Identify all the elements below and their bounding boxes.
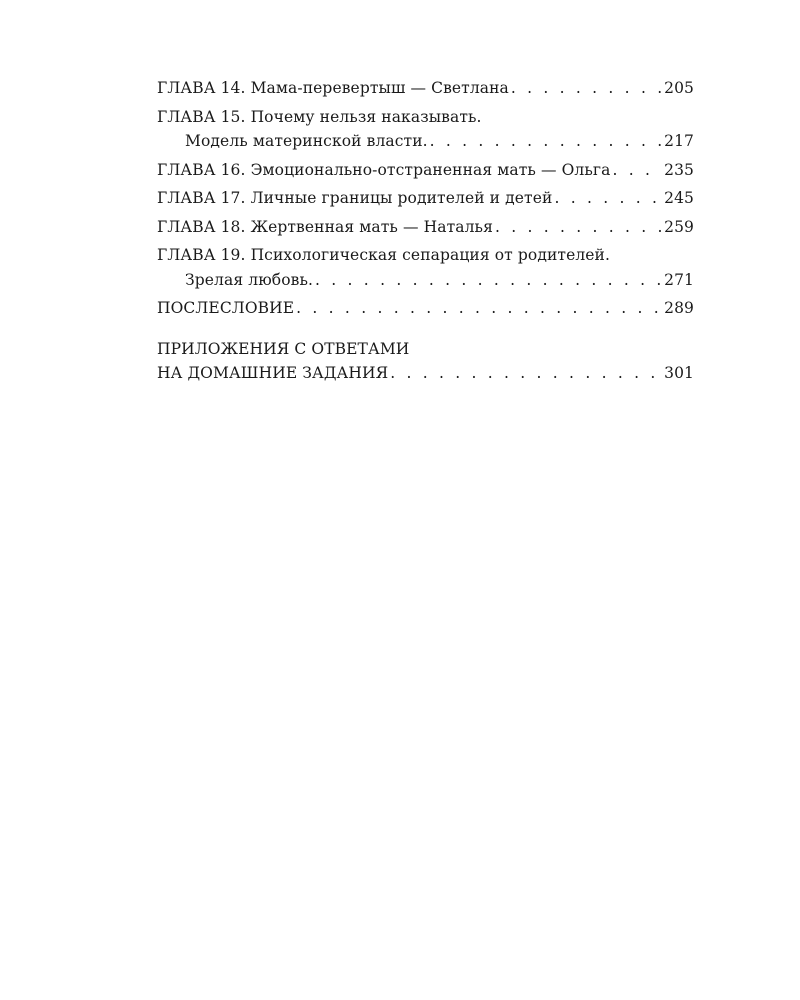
table-of-contents bbox=[157, 76, 694, 390]
toc-entry-chapter-18[interactable] bbox=[157, 215, 694, 240]
toc-entry-title-continued: Зрелая любовь. bbox=[185, 270, 314, 289]
toc-page-number: 245 bbox=[664, 189, 694, 207]
toc-entry-chapter-17[interactable] bbox=[157, 186, 694, 211]
toc-entry-title: ГЛАВА 18. Жертвенная мать — Наталья bbox=[157, 217, 493, 236]
toc-entry-afterword[interactable] bbox=[157, 296, 694, 321]
toc-entry-title: ПРИЛОЖЕНИЯ С ОТВЕТАМИ bbox=[157, 339, 410, 358]
toc-page-number: 217 bbox=[664, 132, 694, 150]
dot-leader bbox=[511, 76, 662, 101]
toc-entry-title: ГЛАВА 14. Мама-перевертыш — Светлана bbox=[157, 79, 509, 97]
toc-entry-title-continued: НА ДОМАШНИЕ ЗАДАНИЯ bbox=[157, 364, 389, 382]
toc-entry-title-continued: Модель материнской власти. bbox=[185, 132, 428, 150]
toc-entry-chapter-15[interactable] bbox=[157, 105, 694, 154]
toc-entry-title: ГЛАВА 15. Почему нельзя наказывать. bbox=[157, 107, 482, 126]
toc-entry-chapter-19[interactable] bbox=[157, 243, 694, 292]
toc-entry-title: ГЛАВА 17. Личные границы родителей и детей bbox=[157, 189, 553, 207]
toc-entry-title: ПОСЛЕСЛОВИЕ bbox=[157, 299, 295, 317]
dot-leader bbox=[554, 186, 662, 211]
toc-page-number: 289 bbox=[664, 299, 694, 317]
dot-leader bbox=[430, 129, 662, 154]
toc-entry-title: ГЛАВА 16. Эмоционально-отстраненная мать — Ольга bbox=[157, 160, 611, 179]
toc-page-number: 301 bbox=[664, 364, 694, 382]
dot-leader bbox=[495, 215, 662, 240]
toc-page-number: 259 bbox=[664, 217, 694, 236]
toc-entry-chapter-14[interactable] bbox=[157, 76, 694, 101]
toc-entry-appendices[interactable] bbox=[157, 337, 694, 386]
toc-page-number: 205 bbox=[664, 79, 694, 97]
dot-leader bbox=[612, 158, 662, 183]
toc-page-number: 235 bbox=[664, 160, 694, 179]
toc-page-number: 271 bbox=[664, 270, 694, 289]
dot-leader bbox=[390, 361, 662, 386]
toc-entry-title: ГЛАВА 19. Психологическая сепарация от родителей. bbox=[157, 246, 611, 264]
dot-leader bbox=[315, 268, 662, 293]
dot-leader bbox=[296, 296, 662, 321]
toc-entry-chapter-16[interactable] bbox=[157, 158, 694, 183]
